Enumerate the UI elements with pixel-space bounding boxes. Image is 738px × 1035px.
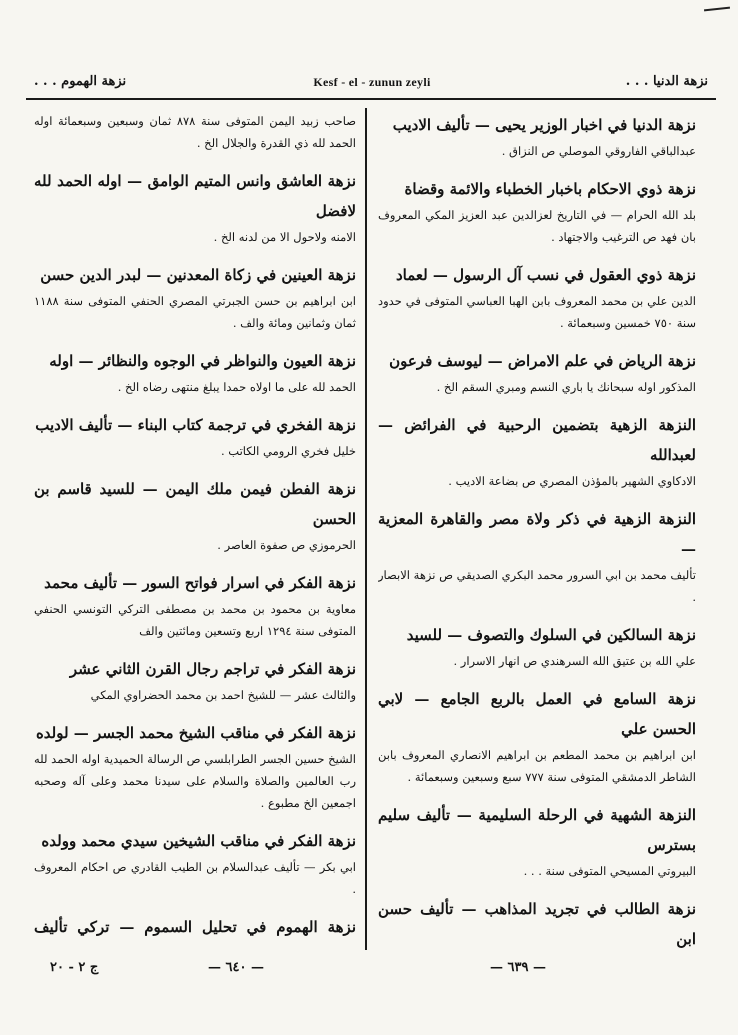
entry-title: نزهة الفخري في ترجمة كتاب البناء — تأليف الاديب: [35, 416, 356, 434]
entry: [378, 410, 696, 492]
entry-text: الحمد لله على ما اولاه حمدا يبلغ منتهى رضاه الخ .: [117, 380, 356, 394]
entry: [378, 684, 696, 788]
entry-text: ابن ابراهيم بن محمد المطعم بن ابراهيم الانصاري المعروف بابن الشاطر الدمشقي المتوفى سنة ٧٧٧ سبع وسبعين وسبعمائة .: [378, 748, 696, 784]
entry-title: نزهة الفكر في تراجم رجال القرن الثاني عشر: [69, 660, 356, 678]
column-divider: [365, 108, 367, 950]
entry: [378, 174, 696, 248]
entry-text: ابي بكر — تأليف عبدالسلام بن الطيب القادري ص احكام المعروف .: [34, 860, 356, 896]
entry-text: عبدالباقي الفاروقي الموصلي ص النزاق .: [501, 144, 696, 158]
entry-text: تأليف محمد بن ابي السرور محمد البكري الصديقي ص نزهة الابصار .: [378, 568, 696, 604]
entry: [378, 346, 696, 398]
entry-title: نزهة الهموم في تحليل السموم — تركي تأليف: [34, 918, 356, 936]
right-column: [378, 110, 696, 948]
entry: [34, 912, 356, 948]
entry: [34, 110, 356, 154]
entry-title: نزهة الفكر في اسرار فواتح السور — تأليف محمد: [44, 574, 356, 592]
entry-title: النزهة الزهية بتضمين الرحبية في الفرائض — لعبدالله: [378, 416, 696, 464]
entry: [34, 654, 356, 706]
entry-text: البيروتي المسيحي المتوفى سنة . . .: [523, 864, 696, 878]
entry-title: نزهة الدنيا في اخبار الوزير يحيى — تأليف الاديب: [392, 116, 696, 134]
entry: [378, 894, 696, 948]
entry-text: والثالث عشر — للشيخ احمد بن محمد الحضراوي المكي: [90, 688, 356, 702]
entry-title: النزهة الشهية في الرحلة السليمية — تأليف سليم بسترس: [378, 806, 696, 854]
entry: [34, 260, 356, 334]
header-left-title: نزهة الهموم . . .: [34, 74, 127, 89]
entry: [378, 800, 696, 882]
entry-text: الامنه ولاحول الا من لدنه الخ .: [213, 230, 356, 244]
entry-title: نزهة العاشق وانس المتيم الوامق — اوله الحمد لله لافضل: [34, 172, 356, 220]
entry-title: نزهة السالكين في السلوك والتصوف — للسيد: [406, 626, 696, 644]
entry-title: نزهة ذوي العقول في نسب آل الرسول — لعماد: [395, 266, 696, 284]
entry-text: خليل فخري الرومي الكاتب .: [220, 444, 356, 458]
entry-text: الادكاوي الشهير بالمؤذن المصري ص بضاعة الاديب .: [448, 474, 696, 488]
entry-title: نزهة الفكر في مناقب الشيخ محمد الجسر — لولده: [35, 724, 356, 742]
entry: [34, 166, 356, 248]
header-right-title: نزهة الدنيا . . .: [625, 74, 708, 89]
entry: [378, 260, 696, 334]
entry: [378, 504, 696, 608]
entry-text: الشيخ حسين الجسر الطرابلسي ص الرسالة الحميدية اوله الحمد لله رب العالمين والصلاة والسلام على سيدنا محمد وعلى آله وصحبه اجمعين الخ مطبوع .: [34, 752, 356, 810]
entry: [34, 346, 356, 398]
entry-text: المذكور اوله سبحانك يا باري النسم ومبري السقم الخ .: [436, 380, 696, 394]
entry-title: نزهة ذوي الاحكام باخبار الخطباء والائمة وقضاة: [404, 180, 696, 198]
entry-title: نزهة الطالب في تجريد المذاهب — تأليف حسن ابن: [378, 900, 696, 948]
page-number-left: — ٦٤٠ —: [208, 960, 265, 975]
entry: [34, 826, 356, 900]
entry: [34, 568, 356, 642]
entry: [34, 474, 356, 556]
entry-text: معاوية بن محمود بن محمد بن مصطفى التركي التونسي الحنفي المتوفى سنة ١٢٩٤ اربع وتسعين ومائتين والف: [34, 602, 356, 638]
entry-text: الدين علي بن محمد المعروف بابن الهبا العباسي المتوفى في حدود سنة ٧٥٠ خمسين وسبعمائة .: [378, 294, 696, 330]
entry-title: نزهة الفطن فيمن ملك اليمن — للسيد قاسم بن الحسن: [34, 480, 356, 528]
entry-title: نزهة السامع في العمل بالربع الجامع — لابي الحسن علي: [378, 690, 696, 738]
entry-title: النزهة الزهية في ذكر ولاة مصر والقاهرة المعزية —: [378, 510, 696, 558]
running-header: [28, 72, 716, 96]
entry-text: علي الله بن عتيق الله السرهندي ص انهار الاسرار .: [453, 654, 696, 668]
entry: [34, 410, 356, 462]
entry-text: الحرموزي ص صفوة العاصر .: [217, 538, 356, 552]
entry-title: نزهة العيون والنواظر في الوجوه والنظائر — اوله: [49, 352, 356, 370]
entry-title: نزهة العينين في زكاة المعدنين — لبدر الدين حسن: [40, 266, 356, 284]
entry-text: ابن ابراهيم بن حسن الجبرتي المصري الحنفي المتوفى سنة ١١٨٨ ثمان وثمانين ومائة والف .: [34, 294, 356, 330]
entry-title: نزهة الرياض في علم الامراض — ليوسف فرعون: [389, 352, 696, 370]
entry: [378, 110, 696, 162]
corner-mark: [704, 7, 730, 12]
entry-text: صاحب زبيد اليمن المتوفى سنة ٨٧٨ ثمان وسبعين وسبعمائة اوله الحمد لله ذي القدرة والجلال الخ .: [34, 114, 356, 150]
signature-mark: ج ٢ - ٢٠: [50, 960, 99, 975]
entry-text: بلد الله الحرام — في التاريخ لعزالدين عبد العزيز المكي المعروف بان فهد ص الترغيب والاجتهاد .: [378, 208, 696, 244]
page-footer: [28, 958, 716, 984]
entry-title: نزهة الفكر في مناقب الشيخين سيدي محمد وولده: [41, 832, 356, 850]
left-column: [34, 110, 356, 948]
entry: [34, 718, 356, 814]
entry: [378, 620, 696, 672]
header-center-title: Kesf - el - zunun zeyli: [313, 75, 431, 89]
header-rule: [26, 98, 716, 100]
page-number-right: — ٦٣٩ —: [490, 960, 547, 975]
